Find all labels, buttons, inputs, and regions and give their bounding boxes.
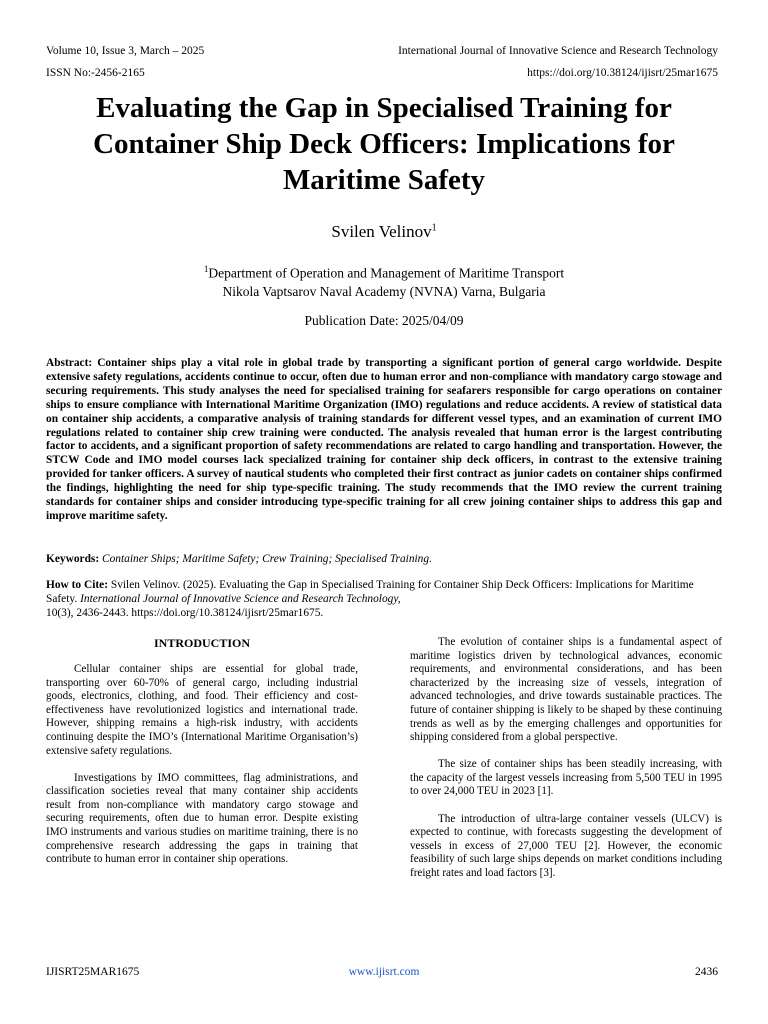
cite-journal: International Journal of Innovative Science and Research Technology, — [80, 593, 401, 605]
doi-link[interactable]: https://doi.org/10.38124/ijisrt/25mar1675 — [527, 67, 718, 79]
journal-name: International Journal of Innovative Science and Research Technology — [398, 45, 718, 57]
affiliation-sup: 1 — [203, 264, 209, 274]
cite-suffix: 10(3), 2436-2443. https://doi.org/10.38124/ijisrt/25mar1675. — [46, 607, 324, 619]
cite-label: How to Cite: — [46, 579, 108, 591]
footer-paper-id: IJISRT25MAR1675 — [46, 966, 140, 978]
publication-date: Publication Date: 2025/04/09 — [304, 313, 464, 328]
how-to-cite — [46, 578, 722, 620]
paragraph: Investigations by IMO committees, flag administrations, and classification societies reveal that many container ship accidents result from non-compliance with mandatory cargo stowage and securing requirements, often due to human error. Despite existing IMO instruments and various studies on maritime training, there is no comprehensive research addressing the gaps in training that contribute to human error in container ship operations. — [46, 771, 358, 866]
section-heading-introduction: INTRODUCTION — [153, 636, 250, 650]
cite-prefix: Svilen Velinov. (2025). Evaluating the Gap in Specialised Training for Container Ship Deck Officers: Implications for Maritime Safety. — [46, 579, 694, 605]
affiliation-line-1: Department of Operation and Management of Maritime Transport — [208, 265, 565, 281]
keywords — [46, 553, 722, 565]
paper-title — [40, 90, 728, 198]
right-column — [410, 636, 722, 881]
author-name: Svilen Velinov — [331, 222, 432, 241]
affiliation-line-2: Nikola Vaptsarov Naval Academy (NVNA) Varna, Bulgaria — [222, 283, 546, 299]
keywords-text: Container Ships; Maritime Safety; Crew Training; Specialised Training. — [102, 553, 432, 565]
paragraph: The size of container ships has been steadily increasing, with the capacity of the largest vessels increasing from 5,500 TEU in 1995 to over 24,000 TEU in 2023 [1]. — [410, 758, 722, 798]
affiliation — [0, 260, 768, 301]
paragraph: The evolution of container ships is a fundamental aspect of maritime logistics driven by technological advances, economic requirements, and environmental considerations, and has been characterized by the increasing size of vessels, integration of advanced technologies, and drive towards sustainable practices. The future of container shipping is likely to be shaped by these continuing trends as well as by the emerging challenges and opportunities for shipping considered from a global perspective. — [410, 636, 722, 744]
author — [0, 222, 768, 242]
author-sup: 1 — [431, 222, 437, 234]
paragraph: The introduction of ultra-large container vessels (ULCV) is expected to continue, with forecasts suggesting the development of vessels in excess of 27,000 TEU [2]. However, the economic feasibility of such large ships depends on market conditions including freight rates and load factors [3]. — [410, 812, 722, 879]
title-line: Maritime Safety — [282, 164, 486, 196]
paragraph: Cellular container ships are essential for global trade, transporting over 60-70% of general cargo, including industrial goods, electronics, clothing, and food. Their efficiency and cost-effectiveness have revolutionized logistics and international trade. However, shipping remains a high-risk industry, with accidents continuing despite the IMO’s (International Maritime Organisation’s) extensive safety regulations. — [46, 663, 358, 757]
page-number: 2436 — [695, 966, 718, 978]
volume-issue: Volume 10, Issue 3, March – 2025 — [46, 45, 205, 57]
abstract-label: Abstract: — [46, 357, 93, 369]
left-column — [46, 663, 358, 867]
abstract-text: Container ships play a vital role in global trade by transporting a significant portion of general cargo worldwide. Despite extensive safety regulations, accidents continue to occur, often due to human error and non-compliance with mandatory cargo stowage and securing requirements. This study analyses the need for specialised training for seafarers responsible for cargo operations on container ships to ensure compliance with International Maritime Organization (IMO) regulations and reduce accidents. A review of statistical data on container ship accidents, a comparative analysis of training standards for different vessel types, and an examination of current IMO regulations related to container ship crew training were conducted. The analysis revealed that human error is the largest contributing factor to accidents, and a significant proportion of safety recommendations are related to cargo handling and transportation. However, the STCW Code and IMO model courses lack specialized training for container ship deck officers, in contrast to the extensive training provided for tanker officers. A survey of nautical students who completed their first contract as junior cadets on container ships confirmed the findings, highlighting the need for ship type-specific training. The study recommends that the IMO review the current training standards for container ships and consider introducing type-specific training for all crew joining container ships to address this gap and improve maritime safety. — [46, 357, 722, 522]
title-line: Evaluating the Gap in Specialised Training for — [96, 92, 672, 124]
title-line: Container Ship Deck Officers: Implications for — [93, 128, 675, 160]
issn: ISSN No:-2456-2165 — [46, 67, 145, 79]
keywords-label: Keywords: — [46, 553, 100, 565]
footer-website-link[interactable]: www.ijisrt.com — [348, 966, 420, 978]
abstract — [46, 357, 722, 524]
